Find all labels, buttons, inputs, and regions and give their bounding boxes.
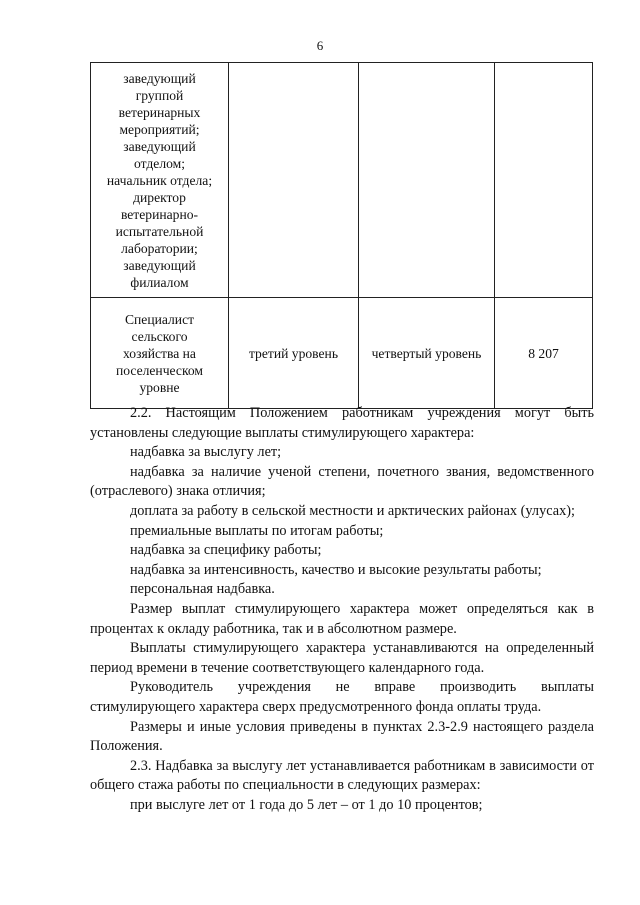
paragraph: Размеры и иные условия приведены в пунктах 2.3-2.9 настоящего раздела Положения. bbox=[90, 718, 594, 755]
table-row bbox=[91, 298, 593, 409]
paragraph: надбавка за наличие ученой степени, почетного звания, ведомственного (отраслевого) знака отличия; bbox=[90, 463, 594, 500]
position-line: филиалом bbox=[130, 274, 189, 290]
paragraph: надбавка за интенсивность, качество и высокие результаты работы; bbox=[130, 561, 542, 578]
position-line: заведующий bbox=[123, 70, 196, 86]
position-cell bbox=[91, 63, 229, 298]
paragraph: 2.2. Настоящим Положением работникам учреждения могут быть установлены следующие выплаты стимулирующего характера: bbox=[90, 405, 594, 441]
body-text bbox=[90, 404, 594, 815]
table-row bbox=[91, 63, 593, 298]
position-line: ветеринарно- bbox=[120, 206, 199, 222]
paragraph: персональная надбавка. bbox=[130, 581, 275, 598]
position-line: лаборатории; bbox=[121, 240, 198, 256]
position-line: испытательной bbox=[115, 223, 204, 239]
position-line: отделом; bbox=[133, 155, 186, 171]
group-level-cell: четвертый уровень bbox=[359, 298, 495, 409]
salary-cell bbox=[495, 63, 593, 298]
position-line: мероприятий; bbox=[119, 121, 200, 137]
position-line: заведующий bbox=[123, 257, 196, 273]
position-line: директор bbox=[133, 189, 186, 205]
group-level-cell bbox=[359, 63, 495, 298]
position-line: группой bbox=[135, 87, 184, 103]
position-line: Специалист bbox=[124, 311, 195, 327]
paragraph: 2.3. Надбавка за выслугу лет устанавливается работникам в зависимости от общего стажа работы по специальности в следующих размерах: bbox=[90, 757, 594, 794]
position-line: ветеринарных bbox=[118, 104, 201, 120]
position-line: уровне bbox=[139, 379, 180, 395]
paragraph: надбавка за специфику работы; bbox=[130, 542, 322, 559]
qualification-level-cell: третий уровень bbox=[229, 298, 359, 409]
paragraph: премиальные выплаты по итогам работы; bbox=[130, 522, 384, 539]
qualification-level-cell bbox=[229, 63, 359, 298]
position-line: начальник отдела; bbox=[106, 172, 213, 188]
page-number: 6 bbox=[316, 38, 324, 53]
paragraph: надбавка за выслугу лет; bbox=[130, 444, 282, 461]
position-line: хозяйства на bbox=[123, 345, 196, 361]
paragraph: при выслуге лет от 1 года до 5 лет – от 1 до 10 процентов; bbox=[130, 796, 483, 813]
position-cell bbox=[91, 298, 229, 409]
salary-table bbox=[90, 62, 593, 409]
paragraph: Руководитель учреждения не вправе производить выплаты стимулирующего характера сверх предусмотренного фонда оплаты труда. bbox=[90, 679, 594, 715]
paragraph: доплата за работу в сельской местности и арктических районах (улусах); bbox=[130, 502, 575, 519]
paragraph: Выплаты стимулирующего характера устанавливаются на определенный период времени в течение соответствующего календарного года. bbox=[90, 640, 594, 676]
salary-cell: 8 207 bbox=[495, 298, 593, 409]
position-line: сельского bbox=[131, 328, 188, 344]
position-line: поселенческом bbox=[115, 362, 204, 378]
position-line: заведующий bbox=[123, 138, 196, 154]
paragraph: Размер выплат стимулирующего характера может определяться как в процентах к окладу работника, так и в абсолютном размере. bbox=[90, 600, 594, 637]
